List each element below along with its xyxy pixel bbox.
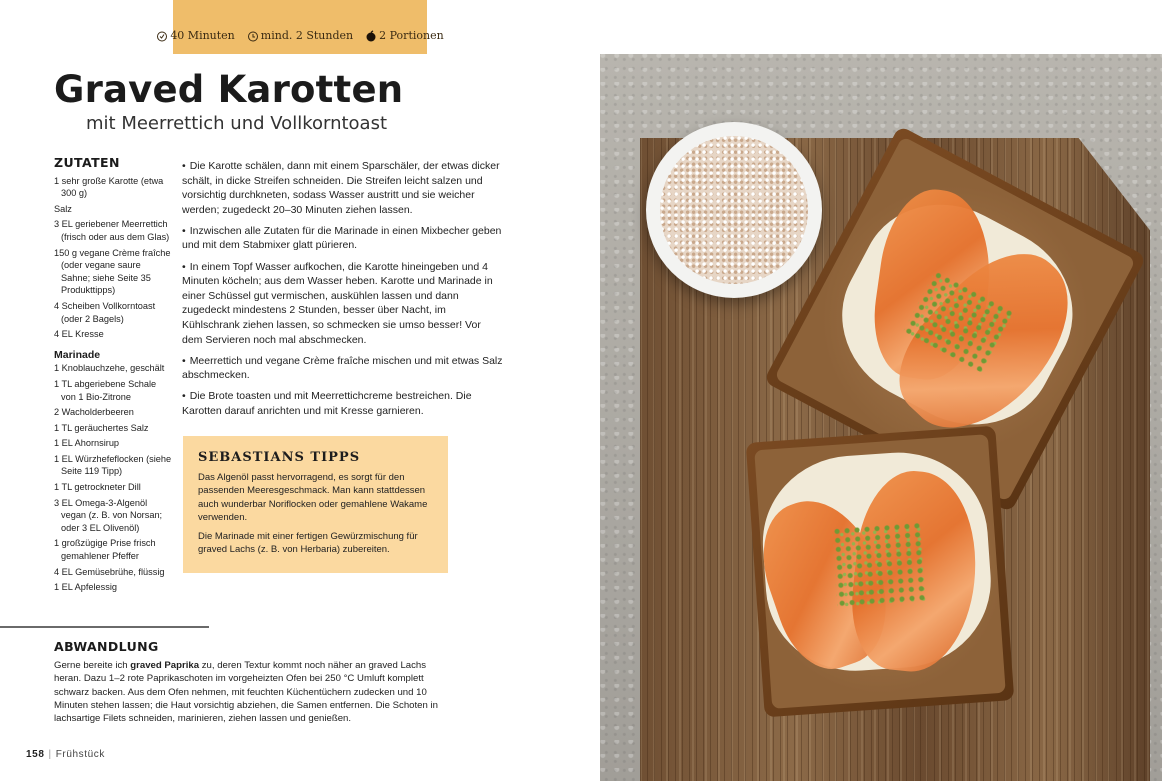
tips-box	[183, 436, 448, 573]
bullet-icon: •	[182, 224, 186, 237]
recipe-subtitle: mit Meerrettich und Vollkorntoast	[86, 113, 388, 134]
clock-icon	[156, 30, 168, 42]
tip-paragraph: Das Algenöl passt hervorragend, es sorgt für den passenden Meeresgeschmack. Man kann stattdessen auch wunderbar Noriflocken oder gemahlene Wakame verwenden.	[198, 472, 428, 523]
recipe-meta-bar	[170, 0, 444, 54]
variation-bold: graved Paprika	[130, 660, 200, 672]
ingredient-item: 3 EL geriebener Meerrettich (frisch oder aus dem Glas)	[54, 219, 170, 242]
step-item: • Die Karotte schälen, dann mit einem Sparschäler, der etwas dicker schält, in dicke Streifen schneiden. Die Streifen leicht salzen und vorsichtig durchkneten, sodass Wasser austritt und sie weicher werden; zugedeckt 20–30 Minuten ziehen lassen.	[182, 160, 500, 216]
preparation-steps	[182, 159, 504, 425]
recipe-title: Graved Karotten	[54, 68, 404, 111]
tip-paragraph: Die Marinade mit einer fertigen Gewürzmischung für graved Lachs (z. B. von Herbaria) zubereiten.	[198, 531, 418, 556]
marinade-item: 3 EL Omega-3-Algenöl vegan (z. B. von Norsan; oder 3 EL Olivenöl)	[54, 497, 163, 533]
marinade-item: 4 EL Gemüsebrühe, flüssig	[54, 566, 165, 577]
variation-text: Gerne bereite ich graved Paprika zu, deren Textur kommt noch näher an graved Lachs heran. Dazu 1–2 rote Paprikaschoten im vorgeheizten Ofen bei 250 °C Umluft komplett schwarz backen. Aus dem Ofen nehmen, mit feuchten Küchentüchern zudecken und 10 Minuten stehen lassen; die Haut vorsichtig abziehen, die Samen entfernen. Die Schoten in lachsartige Filets schneiden, marinieren, ziehen lassen und genießen.	[54, 660, 438, 725]
cress-garnish	[832, 521, 927, 607]
rest-time: mind. 2 Stunden	[247, 29, 353, 42]
marinade-item: 1 EL Würzhefeflocken (siehe Seite 119 Tipp)	[54, 453, 172, 477]
footer-separator: |	[48, 749, 52, 760]
bullet-icon: •	[182, 260, 186, 273]
ingredient-item: Salz	[54, 203, 72, 214]
salt-bowl	[646, 122, 822, 298]
ingredient-item: 1 sehr große Karotte (etwa 300 g)	[54, 175, 164, 199]
marinade-item: 1 EL Ahornsirup	[54, 438, 120, 449]
variation-heading: ABWANDLUNG	[54, 639, 159, 654]
servings: 2 Portionen	[365, 29, 444, 42]
step-item: • Inzwischen alle Zutaten für die Marinade in einen Mixbecher geben und mit dem Stabmixer glatt pürieren.	[182, 224, 502, 252]
section-name: Frühstück	[55, 749, 106, 760]
ingredient-item: 4 EL Kresse	[54, 329, 104, 340]
step-item: • Meerrettich und vegane Crème fraîche mischen und mit etwas Salz abschmecken.	[182, 354, 503, 382]
bullet-icon: •	[182, 390, 186, 403]
bullet-icon: •	[182, 354, 186, 367]
ingredient-item: 150 g vegane Crème fraîche (oder vegane saure Sahne; siehe Seite 35 Produkttipps)	[54, 247, 171, 296]
page-number: 158	[26, 749, 45, 760]
marinade-heading: Marinade	[54, 348, 101, 361]
step-item: • In einem Topf Wasser aufkochen, die Karotte hineingeben und 4 Minuten köcheln; aus dem Wasser heben. Karotte und Marinade in einer Schüssel gut vermischen, auskühlen lassen und dann zugedeckt mindestens 2 Stunden, besser über Nacht, im Kühlschrank ziehen lassen, so schmecken sie umso besser! Vor dem Servieren noch mal abschmecken.	[182, 260, 493, 346]
toast-bottom	[746, 426, 1015, 718]
bullet-icon: •	[182, 160, 186, 172]
section-divider	[0, 626, 209, 628]
marinade-item: 1 Knoblauchzehe, geschält	[54, 363, 165, 374]
step-item: • Die Brote toasten und mit Meerrettichcreme bestreichen. Die Karotten darauf anrichten und mit Kresse garnieren.	[182, 390, 472, 417]
ingredients-list	[54, 157, 172, 597]
recipe-photo	[600, 54, 1162, 781]
marinade-item: 2 Wacholderbeeren	[54, 407, 134, 418]
ingredients-heading: ZUTATEN	[54, 155, 120, 170]
variation-section	[54, 640, 454, 725]
marinade-item: 1 großzügige Prise frisch gemahlener Pfeffer	[54, 538, 156, 562]
ingredient-item: 4 Scheiben Vollkorntoast (oder 2 Bagels)	[54, 300, 156, 324]
marinade-item: 1 TL abgeriebene Schale von 1 Bio-Zitrone	[54, 378, 157, 402]
marinade-item: 1 TL geräuchertes Salz	[54, 422, 149, 433]
page-footer	[26, 749, 105, 760]
marinade-item: 1 TL getrockneter Dill	[54, 482, 141, 493]
marinade-item: 1 EL Apfelessig	[54, 582, 117, 593]
servings-icon	[365, 30, 377, 42]
prep-time: 40 Minuten	[156, 29, 234, 42]
tips-heading: SEBASTIANS TIPPS	[198, 450, 361, 465]
clock-rest-icon	[247, 30, 259, 42]
